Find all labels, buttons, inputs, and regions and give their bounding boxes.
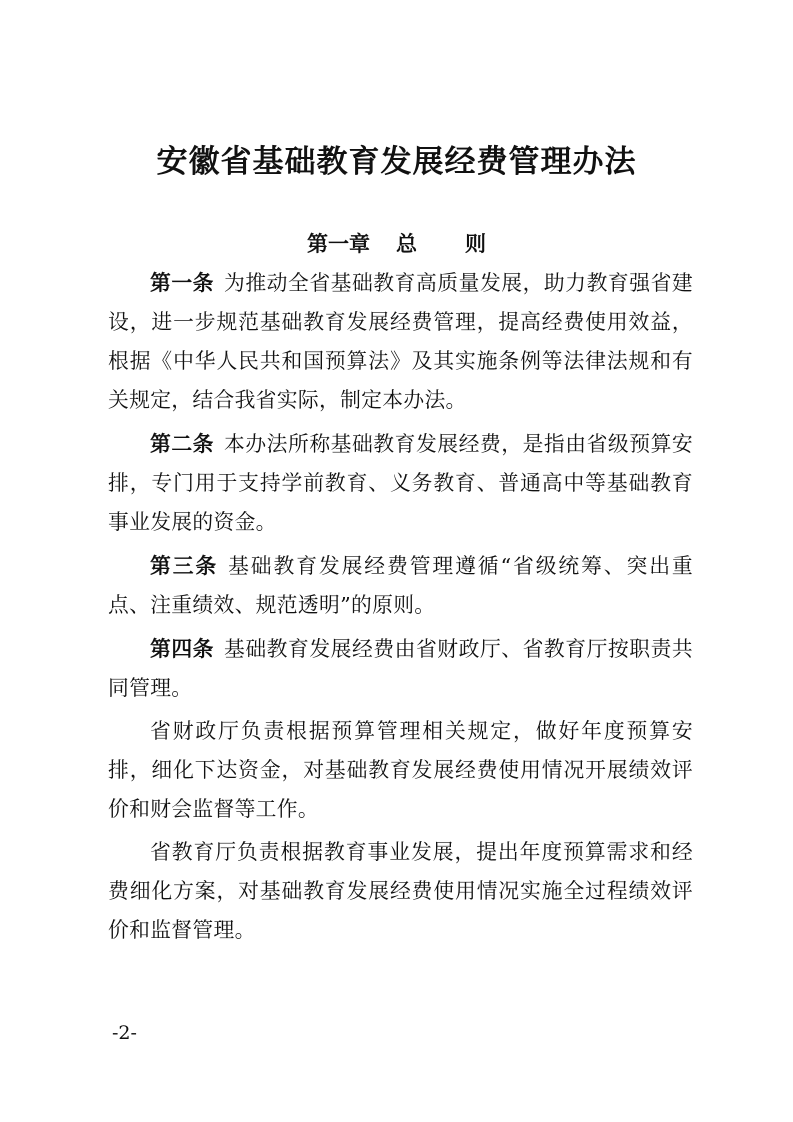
document-body bbox=[108, 263, 693, 954]
paragraph-finance-dept: 省财政厅负责根据预算管理相关规定，做好年度预算安排，细化下达资金，对基础教育发展经费使用情况开展绩效评价和财会监督等工作。 bbox=[108, 719, 693, 821]
article-4 bbox=[108, 629, 693, 708]
article-1 bbox=[108, 263, 693, 420]
chapter-name-part1: 总 bbox=[396, 231, 417, 256]
paragraph-education-dept: 省教育厅负责根据教育事业发展，提出年度预算需求和经费细化方案，对基础教育发展经费使用情况实施全过程绩效评价和监督管理。 bbox=[108, 840, 693, 942]
article-label: 第四条 bbox=[150, 636, 214, 661]
article-2 bbox=[108, 424, 693, 542]
article-3 bbox=[108, 546, 693, 625]
document-title: 安徽省基础教育发展经费管理办法 bbox=[156, 144, 637, 180]
article-label: 第二条 bbox=[150, 431, 214, 456]
chapter-number: 第一章 bbox=[307, 231, 370, 256]
article-label: 第一条 bbox=[150, 270, 214, 295]
chapter-heading bbox=[0, 229, 793, 259]
article-text: 基础教育发展经费管理遵循“省级统筹、突出重点、注重绩效、规范透明”的原则。 bbox=[108, 554, 694, 617]
chapter-name-part2: 则 bbox=[465, 231, 486, 256]
article-text: 为推动全省基础教育高质量发展，助力教育强省建设，进一步规范基础教育发展经费管理，提高经费使用效益，根据《中华人民共和国预算法》及其实施条例等法律法规和有关规定，结合我省实际，制定本办法。 bbox=[108, 271, 693, 412]
article-text: 本办法所称基础教育发展经费，是指由省级预算安排，专门用于支持学前教育、义务教育、普通高中等基础教育事业发展的资金。 bbox=[108, 432, 693, 534]
article-text: 基础教育发展经费由省财政厅、省教育厅按职责共同管理。 bbox=[108, 637, 693, 700]
article-label: 第三条 bbox=[150, 553, 219, 578]
page-number: -2- bbox=[112, 1022, 137, 1044]
